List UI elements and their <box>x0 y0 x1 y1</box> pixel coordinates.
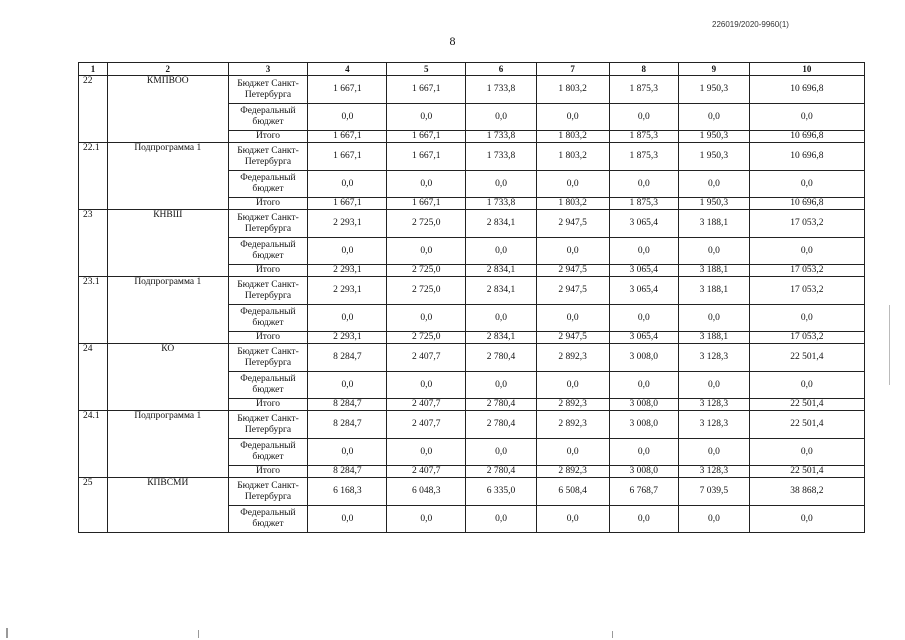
total-value-cell: 0,0 <box>749 104 864 131</box>
value-cell: 1 803,2 <box>536 76 609 104</box>
total-value-cell: 10 696,8 <box>749 143 864 171</box>
value-cell: 2 947,5 <box>536 277 609 305</box>
column-header: 5 <box>387 63 466 76</box>
value-cell: 1 667,1 <box>387 131 466 143</box>
table-row <box>79 210 865 238</box>
total-value-cell: 22 501,4 <box>749 344 864 372</box>
value-cell: 1 733,8 <box>466 131 537 143</box>
value-cell: 1 667,1 <box>308 131 387 143</box>
value-cell: 0,0 <box>387 506 466 533</box>
total-value-cell: 0,0 <box>749 372 864 399</box>
value-cell: 2 293,1 <box>308 277 387 305</box>
total-value-cell: 17 053,2 <box>749 277 864 305</box>
value-cell: 3 128,3 <box>679 411 750 439</box>
value-cell: 2 947,5 <box>536 265 609 277</box>
value-cell: 1 667,1 <box>308 143 387 171</box>
value-cell: 1 875,3 <box>609 198 679 210</box>
value-cell: 3 065,4 <box>609 277 679 305</box>
value-cell: 1 950,3 <box>679 198 750 210</box>
funding-source-cell: Бюджет Санкт-Петербурга <box>228 411 308 439</box>
total-value-cell: 0,0 <box>749 171 864 198</box>
value-cell: 0,0 <box>536 506 609 533</box>
value-cell: 2 892,3 <box>536 399 609 411</box>
value-cell: 0,0 <box>536 439 609 466</box>
value-cell: 3 188,1 <box>679 210 750 238</box>
value-cell: 0,0 <box>308 238 387 265</box>
value-cell: 1 803,2 <box>536 131 609 143</box>
funding-source-cell: Бюджет Санкт-Петербурга <box>228 76 308 104</box>
total-value-cell: 17 053,2 <box>749 210 864 238</box>
value-cell: 3 188,1 <box>679 277 750 305</box>
program-name-cell: КНВШ <box>108 210 228 277</box>
value-cell: 0,0 <box>387 238 466 265</box>
row-number-cell: 23 <box>79 210 108 277</box>
column-header: 2 <box>108 63 228 76</box>
total-value-cell: 10 696,8 <box>749 198 864 210</box>
value-cell: 0,0 <box>536 238 609 265</box>
value-cell: 2 725,0 <box>387 265 466 277</box>
column-header: 8 <box>609 63 679 76</box>
funding-source-cell: Итого <box>228 332 308 344</box>
funding-source-cell: Итого <box>228 399 308 411</box>
page-number: 8 <box>449 34 456 48</box>
value-cell: 1 667,1 <box>308 198 387 210</box>
total-value-cell: 0,0 <box>749 439 864 466</box>
column-header: 7 <box>536 63 609 76</box>
value-cell: 2 780,4 <box>466 466 537 478</box>
total-value-cell: 22 501,4 <box>749 466 864 478</box>
program-name-cell: КО <box>108 344 228 411</box>
value-cell: 2 780,4 <box>466 344 537 372</box>
value-cell: 0,0 <box>679 104 750 131</box>
value-cell: 2 407,7 <box>387 344 466 372</box>
value-cell: 0,0 <box>609 171 679 198</box>
value-cell: 0,0 <box>609 305 679 332</box>
value-cell: 1 950,3 <box>679 131 750 143</box>
value-cell: 3 128,3 <box>679 399 750 411</box>
value-cell: 0,0 <box>387 305 466 332</box>
value-cell: 0,0 <box>466 372 537 399</box>
value-cell: 3 188,1 <box>679 265 750 277</box>
column-header: 3 <box>228 63 308 76</box>
row-number-cell: 24.1 <box>79 411 108 478</box>
value-cell: 0,0 <box>536 171 609 198</box>
value-cell: 2 407,7 <box>387 411 466 439</box>
funding-source-cell: Бюджет Санкт-Петербурга <box>228 478 308 506</box>
value-cell: 0,0 <box>308 104 387 131</box>
value-cell: 2 725,0 <box>387 332 466 344</box>
value-cell: 1 667,1 <box>387 76 466 104</box>
row-number-cell: 23.1 <box>79 277 108 344</box>
value-cell: 1 667,1 <box>387 198 466 210</box>
program-name-cell: Подпрограмма 1 <box>108 143 228 210</box>
value-cell: 2 834,1 <box>466 332 537 344</box>
value-cell: 2 834,1 <box>466 265 537 277</box>
value-cell: 3 128,3 <box>679 344 750 372</box>
value-cell: 0,0 <box>679 171 750 198</box>
row-number-cell: 25 <box>79 478 108 533</box>
value-cell: 0,0 <box>609 238 679 265</box>
value-cell: 2 780,4 <box>466 411 537 439</box>
total-value-cell: 10 696,8 <box>749 131 864 143</box>
value-cell: 3 128,3 <box>679 466 750 478</box>
value-cell: 3 008,0 <box>609 399 679 411</box>
scan-speck <box>198 630 199 638</box>
value-cell: 2 293,1 <box>308 332 387 344</box>
value-cell: 6 168,3 <box>308 478 387 506</box>
funding-source-cell: Итого <box>228 466 308 478</box>
funding-source-cell: Итого <box>228 198 308 210</box>
value-cell: 0,0 <box>466 171 537 198</box>
value-cell: 3 008,0 <box>609 411 679 439</box>
value-cell: 0,0 <box>679 305 750 332</box>
program-name-cell: Подпрограмма 1 <box>108 277 228 344</box>
value-cell: 1 803,2 <box>536 143 609 171</box>
header-row <box>79 63 865 76</box>
value-cell: 0,0 <box>679 439 750 466</box>
table-row <box>79 143 865 171</box>
value-cell: 2 780,4 <box>466 399 537 411</box>
value-cell: 0,0 <box>387 439 466 466</box>
value-cell: 0,0 <box>679 506 750 533</box>
value-cell: 7 039,5 <box>679 478 750 506</box>
value-cell: 8 284,7 <box>308 466 387 478</box>
funding-source-cell: Федеральный бюджет <box>228 104 308 131</box>
program-name-cell: Подпрограмма 1 <box>108 411 228 478</box>
value-cell: 6 048,3 <box>387 478 466 506</box>
value-cell: 1 733,8 <box>466 76 537 104</box>
table-body <box>79 63 865 533</box>
value-cell: 3 008,0 <box>609 344 679 372</box>
value-cell: 1 875,3 <box>609 143 679 171</box>
value-cell: 0,0 <box>609 372 679 399</box>
value-cell: 1 733,8 <box>466 198 537 210</box>
value-cell: 2 947,5 <box>536 210 609 238</box>
funding-source-cell: Бюджет Санкт-Петербурга <box>228 344 308 372</box>
funding-source-cell: Бюджет Санкт-Петербурга <box>228 277 308 305</box>
row-number-cell: 24 <box>79 344 108 411</box>
funding-source-cell: Итого <box>228 265 308 277</box>
table-row <box>79 277 865 305</box>
value-cell: 3 065,4 <box>609 210 679 238</box>
value-cell: 2 407,7 <box>387 399 466 411</box>
value-cell: 0,0 <box>308 372 387 399</box>
total-value-cell: 0,0 <box>749 305 864 332</box>
value-cell: 3 008,0 <box>609 466 679 478</box>
column-header: 1 <box>79 63 108 76</box>
value-cell: 8 284,7 <box>308 411 387 439</box>
funding-source-cell: Бюджет Санкт-Петербурга <box>228 210 308 238</box>
value-cell: 2 725,0 <box>387 210 466 238</box>
document-id: 226019/2020-9960(1) <box>712 20 789 29</box>
value-cell: 0,0 <box>466 439 537 466</box>
value-cell: 2 725,0 <box>387 277 466 305</box>
total-value-cell: 38 868,2 <box>749 478 864 506</box>
scan-speck <box>6 628 8 638</box>
value-cell: 0,0 <box>679 238 750 265</box>
funding-source-cell: Федеральный бюджет <box>228 238 308 265</box>
budget-table <box>78 62 865 533</box>
value-cell: 2 834,1 <box>466 277 537 305</box>
value-cell: 0,0 <box>466 305 537 332</box>
value-cell: 1 733,8 <box>466 143 537 171</box>
value-cell: 8 284,7 <box>308 344 387 372</box>
value-cell: 1 950,3 <box>679 76 750 104</box>
value-cell: 0,0 <box>609 439 679 466</box>
total-value-cell: 0,0 <box>749 238 864 265</box>
funding-source-cell: Федеральный бюджет <box>228 372 308 399</box>
value-cell: 2 892,3 <box>536 411 609 439</box>
value-cell: 0,0 <box>466 238 537 265</box>
value-cell: 2 947,5 <box>536 332 609 344</box>
value-cell: 0,0 <box>308 171 387 198</box>
value-cell: 0,0 <box>308 305 387 332</box>
value-cell: 2 293,1 <box>308 210 387 238</box>
value-cell: 3 065,4 <box>609 265 679 277</box>
program-name-cell: КМПВОО <box>108 76 228 143</box>
funding-source-cell: Федеральный бюджет <box>228 506 308 533</box>
value-cell: 2 892,3 <box>536 344 609 372</box>
value-cell: 0,0 <box>679 372 750 399</box>
value-cell: 6 768,7 <box>609 478 679 506</box>
value-cell: 6 335,0 <box>466 478 537 506</box>
value-cell: 2 834,1 <box>466 210 537 238</box>
value-cell: 3 188,1 <box>679 332 750 344</box>
value-cell: 1 667,1 <box>308 76 387 104</box>
value-cell: 2 293,1 <box>308 265 387 277</box>
value-cell: 0,0 <box>387 171 466 198</box>
funding-source-cell: Федеральный бюджет <box>228 439 308 466</box>
value-cell: 0,0 <box>609 506 679 533</box>
value-cell: 0,0 <box>466 506 537 533</box>
value-cell: 0,0 <box>387 372 466 399</box>
scan-speck <box>612 631 613 638</box>
column-header: 4 <box>308 63 387 76</box>
value-cell: 0,0 <box>536 305 609 332</box>
funding-source-cell: Итого <box>228 131 308 143</box>
column-header: 10 <box>749 63 864 76</box>
value-cell: 6 508,4 <box>536 478 609 506</box>
value-cell: 0,0 <box>609 104 679 131</box>
program-name-cell: КПВСМИ <box>108 478 228 533</box>
total-value-cell: 22 501,4 <box>749 399 864 411</box>
value-cell: 1 875,3 <box>609 76 679 104</box>
row-number-cell: 22 <box>79 76 108 143</box>
value-cell: 0,0 <box>536 372 609 399</box>
scan-artifact-line <box>889 305 890 385</box>
value-cell: 2 407,7 <box>387 466 466 478</box>
table-row <box>79 76 865 104</box>
total-value-cell: 17 053,2 <box>749 332 864 344</box>
table-row <box>79 411 865 439</box>
row-number-cell: 22.1 <box>79 143 108 210</box>
column-header: 9 <box>679 63 750 76</box>
total-value-cell: 17 053,2 <box>749 265 864 277</box>
value-cell: 0,0 <box>387 104 466 131</box>
funding-source-cell: Федеральный бюджет <box>228 171 308 198</box>
total-value-cell: 0,0 <box>749 506 864 533</box>
value-cell: 0,0 <box>536 104 609 131</box>
value-cell: 8 284,7 <box>308 399 387 411</box>
value-cell: 0,0 <box>308 506 387 533</box>
column-header: 6 <box>466 63 537 76</box>
total-value-cell: 22 501,4 <box>749 411 864 439</box>
value-cell: 1 950,3 <box>679 143 750 171</box>
value-cell: 1 667,1 <box>387 143 466 171</box>
value-cell: 2 892,3 <box>536 466 609 478</box>
table-row <box>79 478 865 506</box>
value-cell: 1 803,2 <box>536 198 609 210</box>
funding-source-cell: Федеральный бюджет <box>228 305 308 332</box>
table-row <box>79 344 865 372</box>
value-cell: 0,0 <box>466 104 537 131</box>
funding-source-cell: Бюджет Санкт-Петербурга <box>228 143 308 171</box>
value-cell: 1 875,3 <box>609 131 679 143</box>
value-cell: 0,0 <box>308 439 387 466</box>
value-cell: 3 065,4 <box>609 332 679 344</box>
total-value-cell: 10 696,8 <box>749 76 864 104</box>
